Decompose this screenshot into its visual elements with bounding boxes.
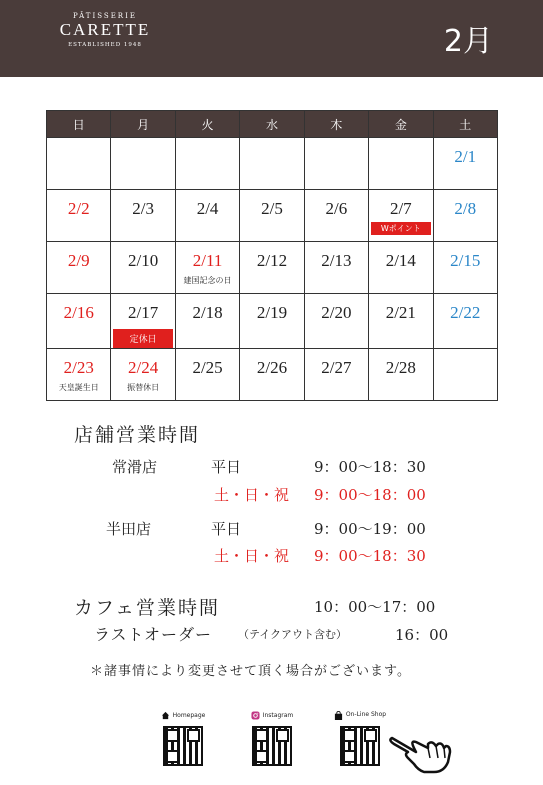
last-order-label: ラストオーダー [94,625,213,644]
calendar-day-cell [111,294,175,349]
tokoname-store-name: 常滑店 [112,458,158,476]
calendar-day-cell [433,190,497,242]
online-shop-label [330,708,390,722]
calendar-date: 2/26 [256,358,288,377]
calendar-day-cell [369,242,433,294]
month-title: 2月 [443,24,493,59]
calendar-day-cell [111,349,175,401]
tokoname-weekday-label: 平日 [211,458,242,476]
calendar-day-cell [47,349,111,401]
calendar-date: 2/6 [325,199,348,218]
weekday-header-3: 水 [240,111,304,138]
calendar-date: 2/7 [389,199,412,218]
handa-holiday-label: 土・日・祝 [214,547,290,565]
shopping-bag-icon [334,711,343,720]
brand-name: CARETTE [59,20,151,39]
brand-logo[interactable] [35,12,175,48]
calendar-date: 2/27 [321,358,352,377]
calendar-date: 2/15 [450,251,481,270]
weekday-header-row [47,111,498,138]
calendar-empty-cell [175,138,239,190]
calendar-date: 2/17 [128,303,159,322]
calendar-day-cell [433,242,497,294]
header-bar [0,0,543,77]
notice-text: ＊諸事情により変更させて頂く場合がございます。 [90,664,411,679]
cafe-hours: 10：00〜17：00 [314,598,436,616]
calendar-date: 2/4 [196,199,219,218]
tokoname-holiday-hours: 9：00〜18：00 [314,486,426,504]
calendar-day-cell [111,190,175,242]
handa-store-name: 半田店 [106,520,152,538]
brand-prefix: PÂTISSERIE [73,12,137,20]
holiday-note: 建国記念の日 [183,276,232,285]
calendar-date: 2/19 [256,303,288,322]
calendar-day-cell [240,190,304,242]
calendar-day-cell [175,242,239,294]
calendar-week-row [47,294,498,349]
weekday-header-6: 土 [433,111,497,138]
calendar-week-row [47,190,498,242]
calendar-day-cell [240,294,304,349]
closed-day-badge: 定休日 [113,329,172,348]
calendar-day-cell [433,294,497,349]
qr-link-instagram[interactable] [242,708,302,766]
calendar-day-cell [111,242,175,294]
calendar-date: 2/28 [385,358,416,377]
calendar-day-cell [240,349,304,401]
instagram-label [242,708,302,722]
homepage-qr-code[interactable] [163,726,203,766]
calendar-empty-cell [433,349,497,401]
calendar-date: 2/23 [63,358,94,377]
calendar-day-cell [304,349,368,401]
homepage-link-text: Homepage [172,711,206,719]
calendar-day-cell [175,294,239,349]
qr-link-online-shop[interactable] [330,708,390,766]
calendar-date: 2/11 [192,251,223,270]
last-order-time: 16：00 [395,626,449,644]
calendar-day-cell [369,349,433,401]
calendar-date: 2/20 [321,303,352,322]
calendar-day-cell [47,190,111,242]
instagram-link-text: Instagram [262,711,294,719]
calendar-day-cell [433,138,497,190]
calendar-day-cell [369,294,433,349]
weekday-header-5: 金 [369,111,433,138]
handa-holiday-hours: 9：00〜18：30 [314,547,426,565]
store-hours-title: 店舗営業時間 [74,424,201,446]
instagram-qr-code[interactable] [252,726,292,766]
calendar-day-cell [175,190,239,242]
online-shop-qr-code[interactable] [340,726,380,766]
calendar-week-row [47,138,498,190]
weekday-header-1: 月 [111,111,175,138]
calendar-date: 2/9 [67,251,90,270]
holiday-note: 天皇誕生日 [58,383,99,392]
qr-links-row [0,708,543,778]
calendar-date: 2/2 [67,199,90,218]
calendar-date: 2/8 [454,199,477,218]
weekday-header-0: 日 [47,111,111,138]
calendar-table [46,110,498,401]
calendar-body [47,138,498,401]
calendar-week-row [47,349,498,401]
handa-weekday-label: 平日 [211,520,242,538]
handa-weekday-hours: 9：00〜19：00 [314,520,426,538]
calendar-day-cell [304,242,368,294]
calendar-date: 2/22 [450,303,481,322]
last-order-note: （テイクアウト含む） [238,628,348,641]
calendar-day-cell [47,294,111,349]
online-shop-link-text: On-Line Shop [345,711,387,718]
calendar-empty-cell [47,138,111,190]
weekday-header-2: 火 [175,111,239,138]
calendar-date: 2/13 [321,251,352,270]
homepage-label [153,708,213,722]
qr-link-homepage[interactable] [153,708,213,766]
calendar-date: 2/5 [261,199,283,218]
calendar-date: 2/3 [132,199,154,218]
brand-established: ESTABLISHED 1948 [68,42,142,48]
tokoname-weekday-hours: 9：00〜18：30 [314,458,426,476]
calendar-day-cell [175,349,239,401]
tokoname-holiday-label: 土・日・祝 [214,486,290,504]
calendar-date: 2/25 [192,358,223,377]
holiday-note: 振替休日 [127,383,160,392]
calendar-date: 2/12 [256,251,288,270]
calendar-date: 2/24 [128,358,159,377]
calendar-empty-cell [111,138,175,190]
calendar-date: 2/16 [63,303,94,322]
calendar-date: 2/10 [128,251,159,270]
pointing-hand-icon [388,718,454,776]
calendar-date: 2/18 [192,303,223,322]
calendar-date: 2/21 [385,303,416,322]
calendar-empty-cell [369,138,433,190]
calendar-day-cell [304,294,368,349]
calendar-week-row [47,242,498,294]
weekday-header-4: 木 [304,111,368,138]
calendar-date: 2/14 [385,251,416,270]
calendar-day-cell [304,190,368,242]
point-badge: Wポイント [371,222,430,235]
instagram-icon [251,711,260,720]
calendar-day-cell [47,242,111,294]
cafe-hours-title: カフェ営業時間 [74,597,221,619]
calendar-day-cell [369,190,433,242]
calendar-empty-cell [240,138,304,190]
home-icon [161,711,170,720]
calendar-day-cell [240,242,304,294]
calendar-empty-cell [304,138,368,190]
calendar-date: 2/1 [454,147,477,166]
